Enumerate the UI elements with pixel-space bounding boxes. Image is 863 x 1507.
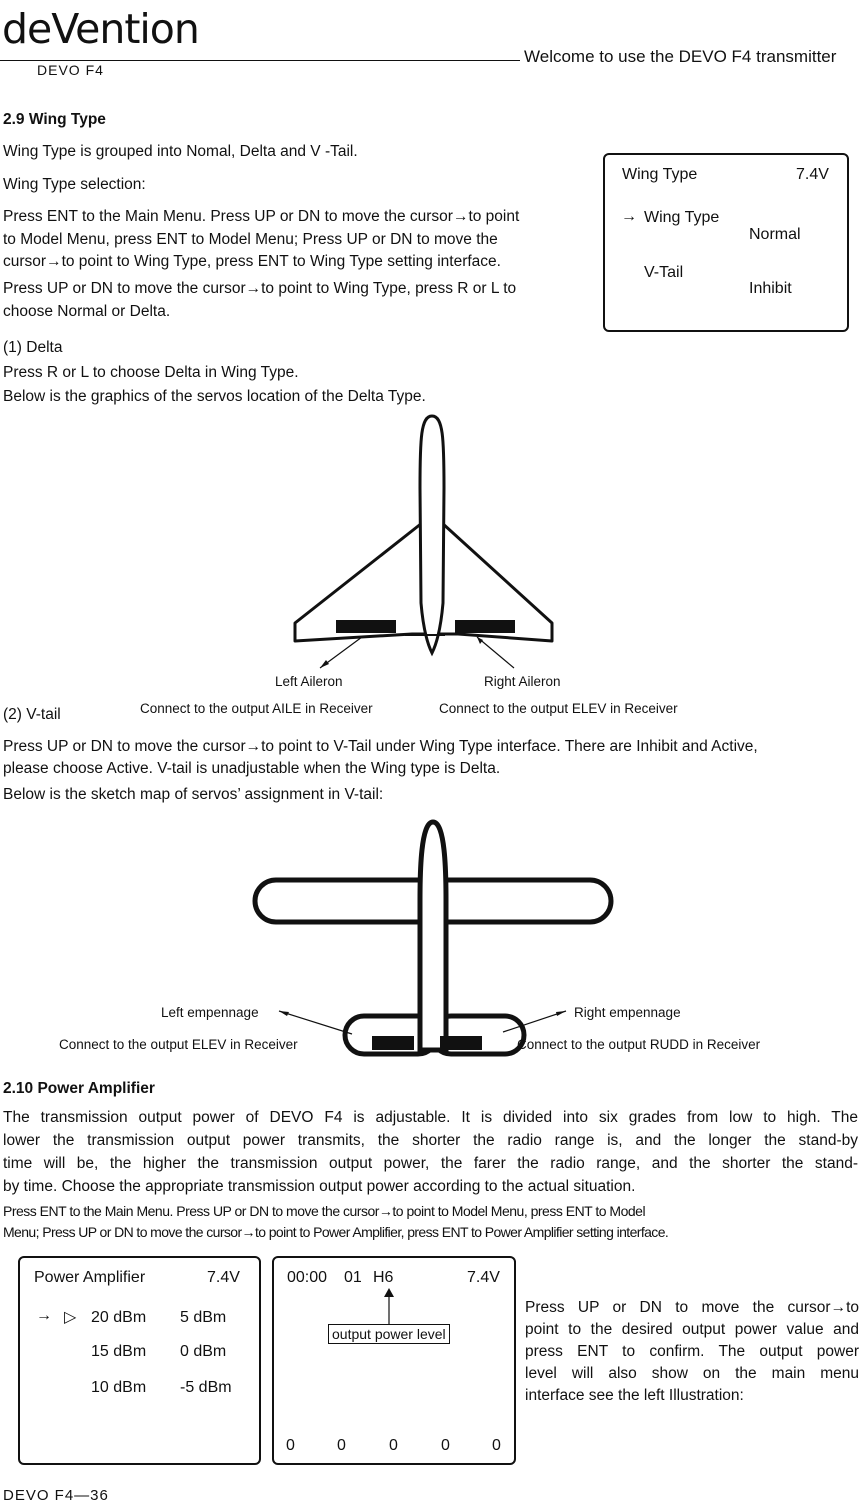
wing-intro: Wing Type is grouped into Nomal, Delta and V -Tail. xyxy=(3,143,358,160)
cursor-arrow-icon: → xyxy=(621,208,637,225)
power-p2-line2: Menu; Press UP or DN to move the cursor→to point to Power Amplifier, press ENT to Power Amplifier setting interface. xyxy=(3,1224,669,1240)
left-empennage-label: Left empennage xyxy=(161,1005,259,1020)
delta-line1: Press R or L to choose Delta in Wing Type. xyxy=(3,364,299,381)
trim-value-4: 0 xyxy=(441,1437,450,1454)
selector-triangle-icon: ▷ xyxy=(64,1309,77,1326)
main-lcd-power-level: H6 xyxy=(373,1269,394,1286)
delta-wing-diagram xyxy=(140,398,735,680)
cursor-arrow-icon: → xyxy=(36,1307,52,1324)
wing-step1-line3: cursor→to point to Wing Type, press ENT to Wing Type setting interface. xyxy=(3,253,501,270)
power-p2-line1: Press ENT to the Main Menu. Press UP or DN to move the cursor→to point to Model Menu, press ENT to Model xyxy=(3,1203,646,1219)
vtail-line3: Below is the sketch map of servos’ assignment in V-tail: xyxy=(3,786,384,803)
callout-output-power-level: output power level xyxy=(328,1324,450,1344)
right-empennage-label: Right empennage xyxy=(574,1005,681,1020)
power-p1-line4: by time. Choose the appropriate transmission output power according to the actual situation. xyxy=(3,1178,636,1195)
right-empennage-connect: Connect to the output RUDD in Receiver xyxy=(517,1037,761,1052)
left-aileron-servo xyxy=(336,620,396,633)
main-lcd-voltage: 7.4V xyxy=(467,1269,500,1286)
main-lcd-time: 00:00 xyxy=(287,1269,328,1286)
right-aileron-pointer xyxy=(477,637,514,668)
power-side-line2: point to the desired output power value and xyxy=(525,1321,859,1338)
vtail-fuselage xyxy=(420,822,446,1050)
power-side-line1: Press UP or DN to move the cursor→to xyxy=(525,1299,859,1316)
wing-selection-label: Wing Type selection: xyxy=(3,176,146,193)
lcd-row2-label: V-Tail xyxy=(644,264,684,281)
trim-value-3: 0 xyxy=(389,1437,398,1454)
delta-fuselage xyxy=(420,416,444,653)
brand-logo xyxy=(2,4,199,54)
delta-title: (1) Delta xyxy=(3,339,63,356)
vtail-line2: please choose Active. V-tail is unadjustable when the Wing type is Delta. xyxy=(3,760,501,777)
main-lcd-model: 01 xyxy=(344,1269,362,1286)
right-aileron-servo xyxy=(455,620,515,633)
power-option-minus5dbm: -5 dBm xyxy=(180,1379,232,1396)
vtail-diagram xyxy=(0,810,863,1070)
lcd-row1-value: Normal xyxy=(749,226,801,243)
wing-step2-line2: choose Normal or Delta. xyxy=(3,303,171,320)
left-aileron-connect: Connect to the output AILE in Receiver xyxy=(140,701,373,716)
logo-subtitle: DEVO F4 xyxy=(37,62,104,78)
power-option-15dbm: 15 dBm xyxy=(91,1343,147,1360)
right-aileron-connect: Connect to the output ELEV in Receiver xyxy=(439,701,678,716)
section-heading-wing-type: 2.9 Wing Type xyxy=(3,111,106,128)
left-tail-servo xyxy=(372,1036,414,1050)
power-option-5dbm: 5 dBm xyxy=(180,1309,227,1326)
left-aileron-label: Left Aileron xyxy=(275,674,343,689)
power-side-line5: interface see the left Illustration: xyxy=(525,1387,744,1404)
power-side-line4: level will also show on the main menu xyxy=(525,1365,859,1382)
page-footer: DEVO F4—36 xyxy=(3,1487,109,1504)
logo-text: deVention xyxy=(2,5,199,53)
power-option-0dbm: 0 dBm xyxy=(180,1343,227,1360)
vtail-title: (2) V-tail xyxy=(3,706,61,723)
lcd-row2-value: Inhibit xyxy=(749,280,792,297)
lcd-title: Wing Type xyxy=(622,166,698,183)
power-p1-line2: lower the transmission output power transmits, the shorter the radio range is, and the longer the stand-by xyxy=(3,1132,858,1149)
wing-type-lcd xyxy=(603,153,849,332)
power-p1-line1: The transmission output power of DEVO F4 is adjustable. It is divided into six grades from low to high. The xyxy=(3,1109,858,1126)
power-amplifier-lcd xyxy=(18,1256,261,1465)
left-empennage-connect: Connect to the output ELEV in Receiver xyxy=(59,1037,298,1052)
right-aileron-label: Right Aileron xyxy=(484,674,561,689)
power-option-10dbm: 10 dBm xyxy=(91,1379,147,1396)
wing-step1-line1: Press ENT to the Main Menu. Press UP or DN to move the cursor→to point xyxy=(3,208,520,225)
delta-line2: Below is the graphics of the servos location of the Delta Type. xyxy=(3,388,426,405)
main-menu-lcd xyxy=(272,1256,516,1465)
power-lcd-voltage: 7.4V xyxy=(207,1269,240,1286)
section-heading-power-amplifier: 2.10 Power Amplifier xyxy=(3,1080,155,1097)
wing-step2-line1: Press UP or DN to move the cursor→to point to Wing Type, press R or L to xyxy=(3,280,517,297)
power-option-20dbm: 20 dBm xyxy=(91,1309,147,1326)
trim-value-5: 0 xyxy=(492,1437,501,1454)
left-empennage-pointer xyxy=(279,1011,352,1034)
header-welcome: Welcome to use the DEVO F4 transmitter xyxy=(524,47,837,66)
trim-value-2: 0 xyxy=(337,1437,346,1454)
wing-step1-line2: to Model Menu, press ENT to Model Menu; Press UP or DN to move the xyxy=(3,231,498,248)
right-tail-servo xyxy=(440,1036,482,1050)
lcd-voltage: 7.4V xyxy=(796,166,829,183)
header-rule xyxy=(0,60,520,61)
power-p1-line3: time will be, the higher the transmission output power, the farer the radio range, and the shorter the stand- xyxy=(3,1155,858,1172)
power-lcd-title: Power Amplifier xyxy=(34,1269,146,1286)
power-side-line3: press ENT to confirm. The output power xyxy=(525,1343,859,1360)
vtail-line1: Press UP or DN to move the cursor→to point to V-Tail under Wing Type interface. There are Inhibit and Active, xyxy=(3,738,758,755)
trim-value-1: 0 xyxy=(286,1437,295,1454)
callout-arrow-icon xyxy=(383,1288,395,1324)
lcd-row1-label: Wing Type xyxy=(644,209,720,226)
